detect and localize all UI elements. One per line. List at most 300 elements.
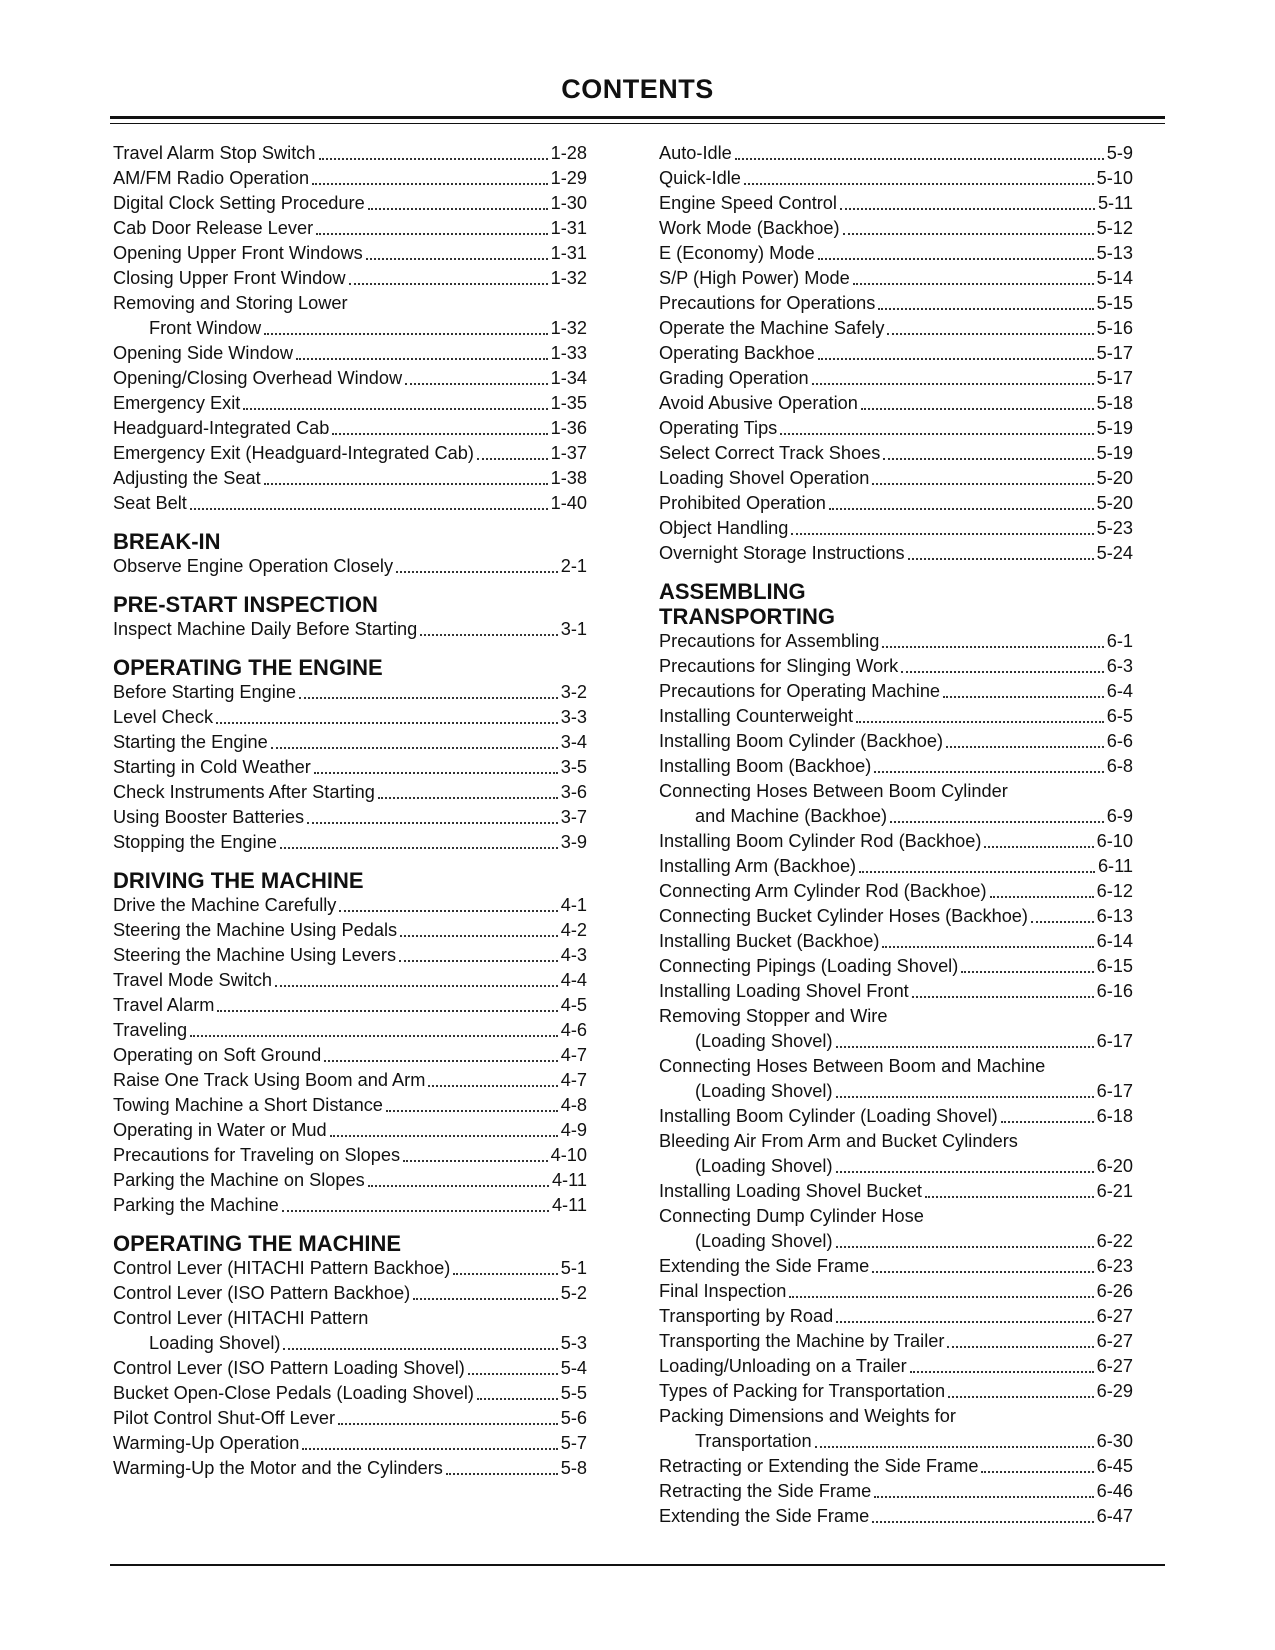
toc-entry (659, 904, 1133, 929)
toc-page-number: 4-2 (560, 920, 587, 940)
toc-page-number: 5-19 (1096, 418, 1133, 438)
toc-page-number: 5-2 (560, 1283, 587, 1303)
toc-entry (113, 830, 587, 855)
toc-entry (659, 316, 1133, 341)
toc-page-number: 5-18 (1096, 393, 1133, 413)
dot-leader (859, 871, 1095, 873)
dot-leader (961, 971, 1093, 973)
toc-entry-label: Starting in Cold Weather (113, 757, 311, 777)
toc-page-number: 5-12 (1096, 218, 1133, 238)
toc-entry (113, 1331, 587, 1356)
section-heading (659, 579, 1133, 629)
toc-entry-label: Object Handling (659, 518, 789, 538)
toc-entry (659, 266, 1133, 291)
toc-page-number: 6-1 (1106, 631, 1133, 651)
toc-section (659, 141, 1133, 566)
dot-leader (910, 1371, 1094, 1373)
dot-leader (872, 1521, 1093, 1523)
dot-leader (843, 233, 1094, 235)
dot-leader (836, 1321, 1093, 1323)
toc-entry-label: Installing Boom Cylinder (Loading Shovel) (659, 1106, 998, 1126)
toc-entry (659, 516, 1133, 541)
dot-leader (836, 1096, 1094, 1098)
toc-page-number: 1-32 (550, 318, 587, 338)
dot-leader (882, 646, 1103, 648)
dot-leader (948, 1396, 1093, 1398)
toc-entry (113, 1068, 587, 1093)
toc-entry (113, 780, 587, 805)
toc-entry (659, 241, 1133, 266)
toc-entry-label: Front Window (149, 318, 262, 338)
section-heading (113, 592, 587, 617)
toc-page-number: 5-23 (1096, 518, 1133, 538)
toc-entry-label: Select Correct Track Shoes (659, 443, 881, 463)
toc-entry-label: Warming-Up Operation (113, 1433, 300, 1453)
dot-leader (420, 634, 557, 636)
toc-entry-label: Installing Arm (Backhoe) (659, 856, 857, 876)
toc-page-number: 5-3 (560, 1333, 587, 1353)
toc-page-number: 4-4 (560, 970, 587, 990)
toc-page-number: 6-21 (1096, 1181, 1133, 1201)
toc-entry-label: Auto-Idle (659, 143, 732, 163)
dot-leader (338, 1423, 558, 1425)
toc-entry (659, 654, 1133, 679)
toc-entry (113, 730, 587, 755)
toc-page-number: 5-17 (1096, 343, 1133, 363)
toc-page-number: 1-29 (550, 168, 587, 188)
toc-entry-label: Installing Counterweight (659, 706, 854, 726)
toc-page-number: 4-3 (560, 945, 587, 965)
toc-entry-label: (Loading Shovel) (695, 1156, 833, 1176)
toc-entry (113, 1143, 587, 1168)
dot-leader (314, 772, 558, 774)
toc-entry-label: Headguard-Integrated Cab (113, 418, 330, 438)
toc-entry-label: Grading Operation (659, 368, 809, 388)
toc-entry (659, 979, 1133, 1004)
dot-leader (818, 258, 1094, 260)
toc-entry-label: Travel Alarm (113, 995, 215, 1015)
dot-leader (856, 721, 1104, 723)
toc-page-number: 6-15 (1096, 956, 1133, 976)
toc-entry-label: Extending the Side Frame (659, 1256, 870, 1276)
section-heading-line: OPERATING THE ENGINE (113, 655, 383, 680)
toc-page-number: 5-8 (560, 1458, 587, 1478)
dot-leader (780, 433, 1093, 435)
toc-entry-label: Steering the Machine Using Pedals (113, 920, 398, 940)
dot-leader (878, 308, 1093, 310)
dot-leader (990, 896, 1094, 898)
toc-page-number: 6-6 (1106, 731, 1133, 751)
toc-entry-label: Precautions for Operations (659, 293, 876, 313)
toc-page-number: 5-11 (1097, 193, 1133, 213)
toc-entry-label: Control Lever (ISO Pattern Loading Shovel) (113, 1358, 465, 1378)
toc-page-number: 6-23 (1096, 1256, 1133, 1276)
section-heading (113, 529, 587, 554)
toc-page-number: 6-27 (1096, 1331, 1133, 1351)
dot-leader (217, 1010, 557, 1012)
toc-page-number: 4-6 (560, 1020, 587, 1040)
dot-leader (908, 558, 1094, 560)
toc-page-number: 5-6 (560, 1408, 587, 1428)
toc-section (113, 141, 587, 516)
toc-page-number: 5-20 (1096, 468, 1133, 488)
toc-entry (113, 1093, 587, 1118)
toc-entry-label: Operating on Soft Ground (113, 1045, 322, 1065)
dot-leader (872, 483, 1093, 485)
toc-entry (659, 1229, 1133, 1254)
toc-entry (113, 1281, 587, 1306)
toc-entry (113, 554, 587, 579)
dot-leader (468, 1373, 558, 1375)
toc-entry-label: Connecting Pipings (Loading Shovel) (659, 956, 959, 976)
toc-entry (113, 1043, 587, 1068)
section-heading-line: OPERATING THE MACHINE (113, 1231, 402, 1256)
toc-page-number: 4-10 (550, 1145, 587, 1165)
toc-page-number: 3-2 (560, 682, 587, 702)
toc-entry (659, 541, 1133, 566)
toc-entry-label: Digital Clock Setting Procedure (113, 193, 365, 213)
toc-entry (113, 441, 587, 466)
toc-entry (113, 241, 587, 266)
toc-entry-label: Opening Upper Front Windows (113, 243, 363, 263)
toc-entry (113, 943, 587, 968)
toc-entry-label: Connecting Bucket Cylinder Hoses (Backhoe) (659, 906, 1028, 926)
toc-entry-label: Adjusting the Seat (113, 468, 261, 488)
toc-page-number: 6-4 (1106, 681, 1133, 701)
toc-page-number: 5-1 (560, 1258, 587, 1278)
toc-entry-label: Observe Engine Operation Closely (113, 556, 394, 576)
toc-page-number: 6-16 (1096, 981, 1133, 1001)
toc-entry-label: Opening/Closing Overhead Window (113, 368, 403, 388)
dot-leader (332, 433, 547, 435)
contents-column-left (113, 141, 587, 1481)
toc-entry (113, 680, 587, 705)
section-heading-line: ASSEMBLING (659, 579, 806, 604)
toc-entry-label: Prohibited Operation (659, 493, 826, 513)
toc-entry (659, 954, 1133, 979)
toc-entry (113, 466, 587, 491)
dot-leader (264, 333, 547, 335)
toc-entry-label: Loading/Unloading on a Trailer (659, 1356, 907, 1376)
toc-entry (659, 754, 1133, 779)
toc-entry-label: Closing Upper Front Window (113, 268, 346, 288)
dot-leader (283, 1348, 557, 1350)
toc-entry (659, 1179, 1133, 1204)
dot-leader (853, 283, 1094, 285)
section-heading (113, 655, 587, 680)
section-heading-line: PRE-START INSPECTION (113, 592, 378, 617)
toc-entry (113, 1168, 587, 1193)
toc-entry-label: Loading Shovel Operation (659, 468, 870, 488)
dot-leader (818, 358, 1094, 360)
toc-entry (113, 1256, 587, 1281)
toc-entry-line: Bleeding Air From Arm and Bucket Cylinders (659, 1131, 1018, 1151)
toc-entry (113, 1406, 587, 1431)
toc-entry-label: Avoid Abusive Operation (659, 393, 858, 413)
toc-page-number: 2-1 (560, 556, 587, 576)
toc-page-number: 6-45 (1096, 1456, 1133, 1476)
toc-entry-label: Traveling (113, 1020, 188, 1040)
dot-leader (400, 935, 558, 937)
toc-page-number: 5-9 (1106, 143, 1133, 163)
dot-leader (836, 1246, 1094, 1248)
toc-entry-label: Precautions for Traveling on Slopes (113, 1145, 401, 1165)
dot-leader (312, 183, 548, 185)
toc-entry-label: Installing Boom Cylinder (Backhoe) (659, 731, 944, 751)
toc-entry (659, 1079, 1133, 1104)
toc-entry-label: Emergency Exit (113, 393, 241, 413)
toc-page-number: 6-12 (1096, 881, 1133, 901)
toc-page-number: 5-24 (1096, 543, 1133, 563)
toc-entry (113, 1193, 587, 1218)
toc-entry-label: Quick-Idle (659, 168, 741, 188)
dot-leader (307, 822, 558, 824)
dot-leader (789, 1296, 1093, 1298)
toc-entry-label: Loading Shovel) (149, 1333, 281, 1353)
toc-entry (113, 918, 587, 943)
dot-leader (405, 383, 547, 385)
toc-entry (659, 679, 1133, 704)
dot-leader (386, 1110, 558, 1112)
toc-page-number: 1-32 (550, 268, 587, 288)
toc-entry (659, 191, 1133, 216)
toc-page-number: 1-31 (550, 243, 587, 263)
toc-entry-label: Retracting or Extending the Side Frame (659, 1456, 979, 1476)
dot-leader (378, 797, 558, 799)
toc-page-number: 3-6 (560, 782, 587, 802)
toc-entry (659, 1254, 1133, 1279)
toc-page-number: 6-47 (1096, 1506, 1133, 1526)
dot-leader (282, 1210, 549, 1212)
title-rule-thin (110, 123, 1165, 124)
toc-section (113, 868, 587, 1218)
toc-entry-label: S/P (High Power) Mode (659, 268, 850, 288)
toc-page-number: 6-11 (1097, 856, 1133, 876)
toc-entry (113, 391, 587, 416)
dot-leader (413, 1298, 558, 1300)
dot-leader (302, 1448, 557, 1450)
toc-page-number: 1-33 (550, 343, 587, 363)
toc-entry (659, 491, 1133, 516)
dot-leader (901, 671, 1103, 673)
contents-column-right (659, 141, 1133, 1529)
toc-section (113, 655, 587, 855)
toc-page-number: 3-5 (560, 757, 587, 777)
toc-section (659, 579, 1133, 1529)
toc-page-number: 6-14 (1096, 931, 1133, 951)
toc-entry (659, 166, 1133, 191)
toc-entry-label: Drive the Machine Carefully (113, 895, 337, 915)
toc-entry-label: Precautions for Operating Machine (659, 681, 941, 701)
toc-page-number: 3-7 (560, 807, 587, 827)
toc-page-number: 1-30 (550, 193, 587, 213)
dot-leader (981, 1471, 1093, 1473)
toc-entry (113, 1431, 587, 1456)
toc-entry-label: Warming-Up the Motor and the Cylinders (113, 1458, 443, 1478)
toc-entry (113, 341, 587, 366)
toc-page-number: 6-22 (1096, 1231, 1133, 1251)
toc-entry-label: and Machine (Backhoe) (695, 806, 888, 826)
toc-entry (659, 1354, 1133, 1379)
toc-page-number: 6-20 (1096, 1156, 1133, 1176)
toc-entry-label: Bucket Open-Close Pedals (Loading Shovel) (113, 1383, 474, 1403)
dot-leader (882, 946, 1093, 948)
dot-leader (836, 1171, 1094, 1173)
section-heading-line: DRIVING THE MACHINE (113, 868, 364, 893)
toc-entry (659, 879, 1133, 904)
toc-entry (113, 805, 587, 830)
dot-leader (330, 1135, 558, 1137)
toc-page-number: 5-14 (1096, 268, 1133, 288)
toc-entry-line: Removing Stopper and Wire (659, 1006, 888, 1026)
toc-entry (113, 1356, 587, 1381)
dot-leader (946, 746, 1104, 748)
dot-leader (319, 158, 548, 160)
toc-entry-label: Control Lever (ISO Pattern Backhoe) (113, 1283, 411, 1303)
toc-page-number: 6-13 (1096, 906, 1133, 926)
toc-entry-label: Installing Loading Shovel Front (659, 981, 909, 1001)
toc-page-number: 4-7 (560, 1045, 587, 1065)
toc-entry (113, 216, 587, 241)
dot-leader (1031, 921, 1094, 923)
toc-page-number: 4-11 (551, 1195, 587, 1215)
toc-page-number: 6-46 (1096, 1481, 1133, 1501)
toc-page-number: 5-13 (1096, 243, 1133, 263)
footer-rule (110, 1564, 1165, 1566)
toc-entry (659, 704, 1133, 729)
toc-entry-label: AM/FM Radio Operation (113, 168, 310, 188)
toc-entry (659, 141, 1133, 166)
toc-entry (113, 316, 587, 341)
toc-page-number: 5-16 (1096, 318, 1133, 338)
toc-entry (113, 191, 587, 216)
toc-entry-label: Installing Loading Shovel Bucket (659, 1181, 922, 1201)
toc-entry-label: Starting the Engine (113, 732, 268, 752)
dot-leader (836, 1046, 1094, 1048)
toc-entry (113, 1118, 587, 1143)
toc-entry-label: Engine Speed Control (659, 193, 837, 213)
dot-leader (943, 696, 1104, 698)
toc-entry-line: Connecting Hoses Between Boom Cylinder (659, 781, 1008, 801)
toc-entry-label: Raise One Track Using Boom and Arm (113, 1070, 426, 1090)
dot-leader (861, 408, 1094, 410)
dot-leader (874, 771, 1103, 773)
toc-entry (659, 1329, 1133, 1354)
toc-page-number: 6-3 (1106, 656, 1133, 676)
title-rule (110, 116, 1165, 119)
dot-leader (399, 960, 558, 962)
dot-leader (339, 910, 557, 912)
toc-entry-label: Operating Tips (659, 418, 778, 438)
dot-leader (271, 747, 558, 749)
toc-entry-label: Installing Boom (Backhoe) (659, 756, 872, 776)
toc-entry-label: Emergency Exit (Headguard-Integrated Cab) (113, 443, 474, 463)
dot-leader (925, 1196, 1094, 1198)
toc-page-number: 5-7 (560, 1433, 587, 1453)
toc-entry (113, 993, 587, 1018)
toc-entry (659, 1479, 1133, 1504)
toc-entry-line: Packing Dimensions and Weights for (659, 1406, 956, 1426)
toc-entry (113, 1018, 587, 1043)
toc-page-number: 4-7 (560, 1070, 587, 1090)
toc-page-number: 5-19 (1096, 443, 1133, 463)
toc-page-number: 6-17 (1096, 1031, 1133, 1051)
toc-entry (659, 929, 1133, 954)
toc-entry-label: Transportation (695, 1431, 812, 1451)
dot-leader (735, 158, 1104, 160)
toc-page-number: 4-9 (560, 1120, 587, 1140)
section-heading (113, 868, 587, 893)
dot-leader (815, 1446, 1094, 1448)
dot-leader (216, 722, 558, 724)
toc-page-number: 1-40 (550, 493, 587, 513)
toc-entry (659, 1104, 1133, 1129)
toc-entry-label: Opening Side Window (113, 343, 293, 363)
dot-leader (324, 1060, 557, 1062)
toc-entry (113, 416, 587, 441)
toc-entry (659, 1379, 1133, 1404)
toc-section (113, 592, 587, 642)
toc-entry (659, 854, 1133, 879)
toc-entry (659, 216, 1133, 241)
dot-leader (446, 1473, 558, 1475)
page-title: CONTENTS (561, 74, 714, 104)
dot-leader (890, 821, 1104, 823)
toc-entry-line: Removing and Storing Lower (113, 293, 348, 313)
toc-entry-label: Work Mode (Backhoe) (659, 218, 840, 238)
toc-page-number: 5-15 (1096, 293, 1133, 313)
toc-entry-label: Precautions for Slinging Work (659, 656, 899, 676)
toc-entry (659, 291, 1133, 316)
section-heading-line: BREAK-IN (113, 529, 221, 554)
dot-leader (280, 847, 558, 849)
toc-page-number: 1-37 (550, 443, 587, 463)
toc-entry-label: Steering the Machine Using Levers (113, 945, 397, 965)
toc-page-number: 5-4 (560, 1358, 587, 1378)
toc-entry (113, 893, 587, 918)
toc-entry-label: Operate the Machine Safely (659, 318, 885, 338)
toc-entry (659, 729, 1133, 754)
toc-entry-label: Final Inspection (659, 1281, 787, 1301)
toc-page-number: 5-5 (560, 1383, 587, 1403)
toc-entry-label: Operating Backhoe (659, 343, 815, 363)
toc-page-number: 6-30 (1096, 1431, 1133, 1451)
dot-leader (190, 1035, 558, 1037)
toc-page-number: 1-31 (550, 218, 587, 238)
dot-leader (812, 383, 1094, 385)
dot-leader (296, 358, 548, 360)
toc-entry-label: Transporting by Road (659, 1306, 834, 1326)
toc-entry-label: Seat Belt (113, 493, 187, 513)
toc-entry (659, 466, 1133, 491)
toc-section (113, 1231, 587, 1481)
dot-leader (264, 483, 548, 485)
dot-leader (316, 233, 547, 235)
dot-leader (428, 1085, 557, 1087)
toc-entry-label: Cab Door Release Lever (113, 218, 314, 238)
dot-leader (947, 1346, 1093, 1348)
dot-leader (912, 996, 1094, 998)
toc-page-number: 5-17 (1096, 368, 1133, 388)
toc-page-number: 1-38 (550, 468, 587, 488)
dot-leader (275, 985, 558, 987)
toc-page-number: 1-36 (550, 418, 587, 438)
toc-entry-label: Parking the Machine (113, 1195, 279, 1215)
toc-entry-label: Installing Bucket (Backhoe) (659, 931, 880, 951)
dot-leader (883, 458, 1093, 460)
toc-entry-label: Travel Mode Switch (113, 970, 273, 990)
toc-entry-label: Connecting Arm Cylinder Rod (Backhoe) (659, 881, 987, 901)
